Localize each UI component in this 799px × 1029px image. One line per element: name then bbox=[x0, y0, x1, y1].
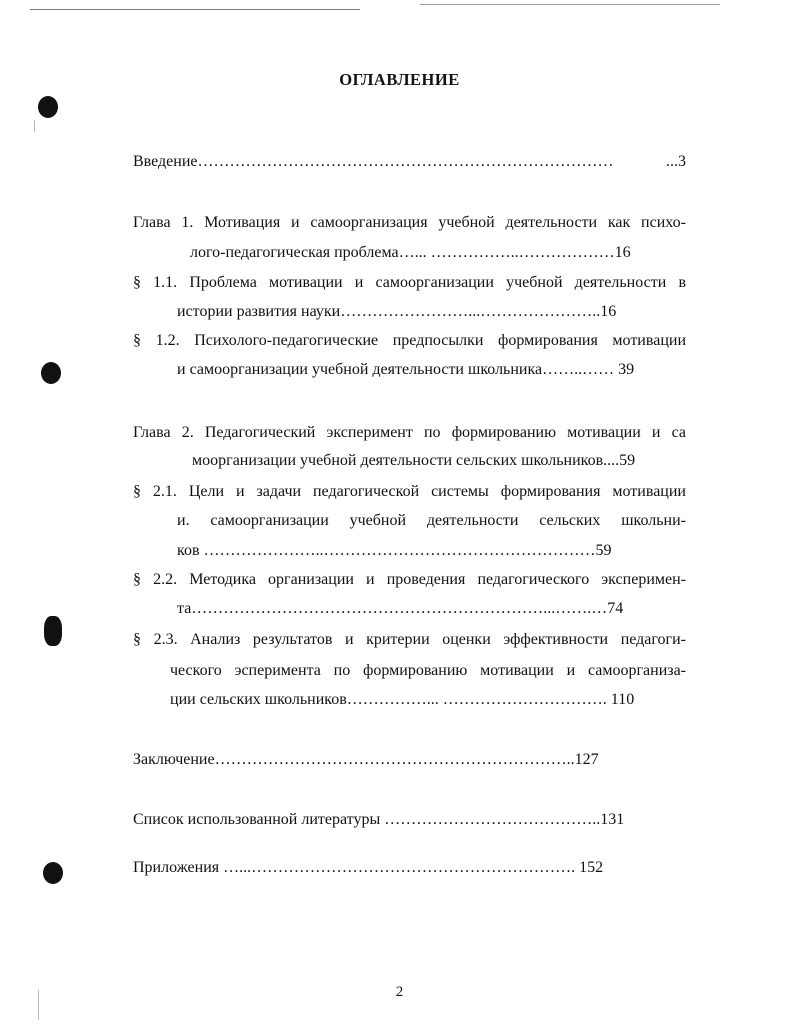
toc-intro-label: Введение bbox=[133, 153, 198, 170]
toc-chapter-1-line-2: лого-педагогическая проблема…... ……………..………………16 bbox=[190, 244, 631, 261]
toc-chapter-2-line-2: моорганизации учебной деятельности сельских школьников....59 bbox=[192, 452, 636, 469]
toc-section-2-1-line-3: ков …………………..……………………………………………59 bbox=[177, 542, 612, 559]
punch-hole-mark-1 bbox=[38, 96, 58, 118]
toc-intro bbox=[133, 152, 686, 172]
toc-chapter-1-line-1: Глава 1. Мотивация и самоорганизация учебной деятельности как психо- bbox=[133, 214, 686, 231]
toc-section-2-2-line-2: та…………………………………………………………...…….…74 bbox=[177, 600, 624, 617]
toc-section-2-1-line-1: § 2.1. Цели и задачи педагогической системы формирования мотивации bbox=[133, 483, 686, 500]
toc-section-2-3-line-2: ческого эсперимента по формированию мотивации и самоорганиза- bbox=[170, 662, 686, 679]
toc-intro-page: ...3 bbox=[666, 153, 686, 170]
margin-speck bbox=[34, 120, 35, 132]
toc-section-1-2-line-1: § 1.2. Психолого-педагогические предпосылки формирования мотивации bbox=[133, 332, 686, 349]
margin-speck bbox=[38, 990, 39, 1020]
toc-section-1-1-line-2: истории развития науки……………………...…………………..16 bbox=[177, 303, 617, 320]
toc-appendix: Приложения …...……………………………………………………. 152 bbox=[133, 859, 604, 876]
page-title: ОГЛАВЛЕНИЕ bbox=[339, 70, 460, 89]
toc-section-2-3-line-1: § 2.3. Анализ результатов и критерии оценки эффективности педагоги- bbox=[133, 631, 686, 648]
toc-conclusion: Заключение…………………………………………………………..127 bbox=[133, 751, 599, 768]
toc-section-2-2-line-1: § 2.2. Методика организации и проведения педагогического эксперимен- bbox=[133, 571, 686, 588]
toc-section-2-1-line-2: и. самоорганизации учебной деятельности сельских школьни- bbox=[177, 512, 686, 529]
toc-references: Список использованной литературы …………………………………..131 bbox=[133, 811, 625, 828]
top-edge-line-right bbox=[420, 4, 720, 5]
punch-hole-mark-2 bbox=[41, 362, 61, 384]
top-edge-line bbox=[30, 9, 360, 10]
toc-section-2-3-line-3: ции сельских школьников……………... …………………………. 110 bbox=[170, 691, 635, 708]
page-number: 2 bbox=[395, 984, 404, 1000]
punch-hole-mark-3 bbox=[44, 616, 62, 646]
toc-chapter-2-line-1: Глава 2. Педагогический эксперимент по формированию мотивации и са bbox=[133, 424, 686, 441]
toc-section-1-1-line-1: § 1.1. Проблема мотивации и самоорганизации учебной деятельности в bbox=[133, 274, 686, 291]
punch-hole-mark-4 bbox=[43, 862, 63, 884]
toc-intro-leader: …………………………………………………………………… bbox=[197, 153, 614, 170]
toc-section-1-2-line-2: и самоорганизации учебной деятельности школьника……..…… 39 bbox=[177, 361, 635, 378]
